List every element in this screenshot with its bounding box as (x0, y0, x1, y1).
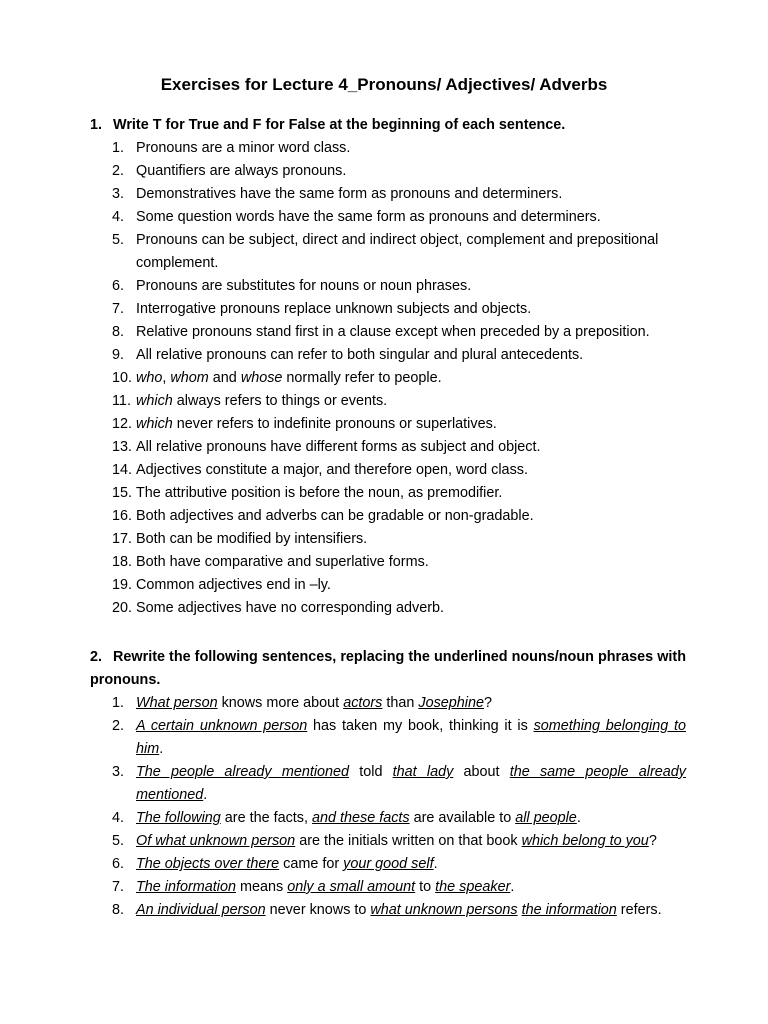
list-item (112, 298, 686, 321)
text-segment: than (382, 695, 419, 711)
item-number: 17. (112, 531, 133, 547)
item-text (136, 807, 686, 830)
underlined-phrase: Of what unknown person (136, 833, 296, 849)
section-2-list (112, 692, 686, 922)
item-number: 1. (112, 140, 125, 156)
text-segment: Relative pronouns stand first in a clause except when preceded by a preposition. (136, 324, 650, 340)
item-text (136, 347, 583, 363)
item-text (136, 485, 502, 501)
item-text (136, 140, 350, 156)
item-number: 16. (112, 508, 133, 524)
underlined-phrase: the same people already mentioned (136, 764, 686, 803)
underlined-phrase: something belonging to him (136, 718, 686, 757)
text-segment: , (162, 370, 171, 386)
text-segment: refers. (616, 902, 662, 918)
item-text (136, 278, 471, 294)
list-item (112, 807, 686, 830)
text-segment: never refers to indefinite pronouns or superlatives. (172, 416, 497, 432)
section-2-heading (90, 646, 686, 692)
text-segment: All relative pronouns can refer to both singular and plural antecedents. (136, 347, 584, 363)
list-item (112, 692, 686, 715)
item-text (136, 830, 686, 853)
list-item (112, 551, 686, 574)
text-segment: Pronouns can be subject, direct and indirect object, complement and prepositional complement. (136, 232, 659, 271)
underlined-phrase: The following (136, 810, 221, 826)
underlined-phrase: Josephine (418, 695, 485, 711)
list-item (112, 160, 686, 183)
item-number: 9. (112, 347, 125, 363)
section-1-heading-text: Write T for True and F for False at the beginning of each sentence. (113, 117, 566, 133)
text-segment: normally refer to people. (282, 370, 442, 386)
text-segment: Common adjectives end in –ly. (136, 577, 331, 593)
underlined-phrase: that lady (392, 764, 454, 780)
item-text (136, 232, 658, 271)
list-item (112, 876, 686, 899)
list-item (112, 459, 686, 482)
item-text (136, 439, 541, 455)
item-text (136, 370, 442, 386)
text-segment: means (235, 879, 288, 895)
text-segment: and (208, 370, 241, 386)
list-item (112, 344, 686, 367)
text-segment: The attributive position is before the noun, as premodifier. (136, 485, 503, 501)
underlined-phrase: actors (343, 695, 383, 711)
text-segment: . (576, 810, 581, 826)
underlined-phrase: only a small amount (287, 879, 416, 895)
item-text (136, 508, 534, 524)
item-text (136, 301, 531, 317)
item-text (136, 692, 686, 715)
italic-word: whom (170, 370, 209, 386)
italic-word: which (136, 416, 173, 432)
text-segment: are the facts, (220, 810, 312, 826)
item-number: 3. (112, 186, 125, 202)
list-item (112, 321, 686, 344)
italic-word: which (136, 393, 173, 409)
item-text (136, 876, 686, 899)
list-item (112, 482, 686, 505)
item-number: 6. (112, 278, 125, 294)
text-segment: knows more about (217, 695, 344, 711)
list-item (112, 761, 686, 807)
underlined-phrase: your good self (343, 856, 434, 872)
list-item (112, 229, 686, 275)
item-number: 7. (112, 301, 125, 317)
item-number: 1. (112, 695, 125, 711)
list-item (112, 715, 686, 761)
underlined-phrase: The objects over there (136, 856, 280, 872)
text-segment: has taken my book, thinking it is (307, 718, 534, 734)
text-segment: to (415, 879, 436, 895)
item-text (136, 577, 331, 593)
item-text (136, 462, 528, 478)
section-1-heading (90, 114, 686, 137)
item-number: 2. (112, 163, 125, 179)
underlined-phrase: An individual person (136, 902, 266, 918)
list-item (112, 390, 686, 413)
item-number: 12. (112, 416, 133, 432)
item-text (136, 554, 429, 570)
item-text (136, 600, 444, 616)
item-number: 8. (112, 324, 125, 340)
text-segment: came for (279, 856, 344, 872)
list-item (112, 206, 686, 229)
text-segment: Both can be modified by intensifiers. (136, 531, 368, 547)
text-segment: Both adjectives and adverbs can be gradable or non-gradable. (136, 508, 534, 524)
item-text (136, 416, 497, 432)
item-text (136, 186, 562, 202)
item-text (136, 853, 686, 876)
section-1-number: 1. (90, 117, 103, 133)
list-item (112, 413, 686, 436)
item-text (136, 761, 686, 807)
text-segment: Demonstratives have the same form as pronouns and determiners. (136, 186, 563, 202)
list-item (112, 853, 686, 876)
italic-word: whose (240, 370, 283, 386)
underlined-phrase: the speaker (435, 879, 511, 895)
underlined-phrase: and these facts (311, 810, 410, 826)
text-segment: ? (484, 695, 493, 711)
list-item (112, 597, 686, 620)
section-2-heading-text: Rewrite the following sentences, replacing the underlined nouns/noun phrases with pronouns. (90, 649, 686, 688)
underlined-phrase: the information (521, 902, 617, 918)
item-text (136, 715, 686, 761)
item-number: 4. (112, 810, 125, 826)
item-text (136, 163, 346, 179)
text-segment: are the initials written on that book (295, 833, 522, 849)
list-item (112, 275, 686, 298)
text-segment: always refers to things or events. (172, 393, 388, 409)
document-title: Exercises for Lecture 4_Pronouns/ Adjectives/ Adverbs (160, 75, 608, 94)
item-number: 10. (112, 370, 133, 386)
list-item (112, 183, 686, 206)
item-number: 14. (112, 462, 133, 478)
item-number: 20. (112, 600, 133, 616)
text-segment: Some question words have the same form as pronouns and determiners. (136, 209, 601, 225)
text-segment: never knows to (265, 902, 371, 918)
text-segment: Interrogative pronouns replace unknown subjects and objects. (136, 301, 532, 317)
item-number: 6. (112, 856, 125, 872)
underlined-phrase: A certain unknown person (136, 718, 308, 734)
list-item (112, 830, 686, 853)
item-number: 4. (112, 209, 125, 225)
item-number: 2. (112, 718, 125, 734)
underlined-phrase: The people already mentioned (136, 764, 350, 780)
section-1-list (112, 137, 686, 620)
section-2-number: 2. (90, 649, 103, 665)
item-number: 18. (112, 554, 133, 570)
item-number: 5. (112, 232, 125, 248)
text-segment: Pronouns are substitutes for nouns or noun phrases. (136, 278, 472, 294)
text-segment: . (510, 879, 515, 895)
item-text (136, 393, 387, 409)
item-number: 15. (112, 485, 133, 501)
list-item (112, 505, 686, 528)
text-segment: Quantifiers are always pronouns. (136, 163, 347, 179)
text-segment: . (159, 741, 164, 757)
italic-word: who (136, 370, 163, 386)
text-segment: Some adjectives have no corresponding adverb. (136, 600, 444, 616)
underlined-phrase: which belong to you (521, 833, 649, 849)
list-item (112, 528, 686, 551)
list-item (112, 137, 686, 160)
text-segment: . (203, 787, 208, 803)
item-number: 8. (112, 902, 125, 918)
text-segment: about (453, 764, 510, 780)
item-number: 7. (112, 879, 125, 895)
list-item (112, 367, 686, 390)
list-item (112, 899, 686, 922)
underlined-phrase: what unknown persons (370, 902, 518, 918)
item-number: 13. (112, 439, 133, 455)
underlined-phrase: What person (136, 695, 218, 711)
list-item (112, 574, 686, 597)
text-segment: are available to (409, 810, 516, 826)
item-text (136, 324, 650, 340)
underlined-phrase: all people (515, 810, 577, 826)
item-number: 11. (112, 393, 131, 409)
text-segment: told (349, 764, 393, 780)
text-segment: . (433, 856, 438, 872)
text-segment: Adjectives constitute a major, and therefore open, word class. (136, 462, 528, 478)
text-segment: All relative pronouns have different forms as subject and object. (136, 439, 541, 455)
text-segment: Pronouns are a minor word class. (136, 140, 351, 156)
item-text (136, 531, 367, 547)
list-item (112, 436, 686, 459)
item-text (136, 209, 601, 225)
text-segment: ? (648, 833, 657, 849)
underlined-phrase: The information (136, 879, 236, 895)
text-segment: Both have comparative and superlative forms. (136, 554, 429, 570)
item-number: 19. (112, 577, 133, 593)
item-text (136, 899, 686, 922)
item-number: 5. (112, 833, 125, 849)
item-number: 3. (112, 764, 125, 780)
